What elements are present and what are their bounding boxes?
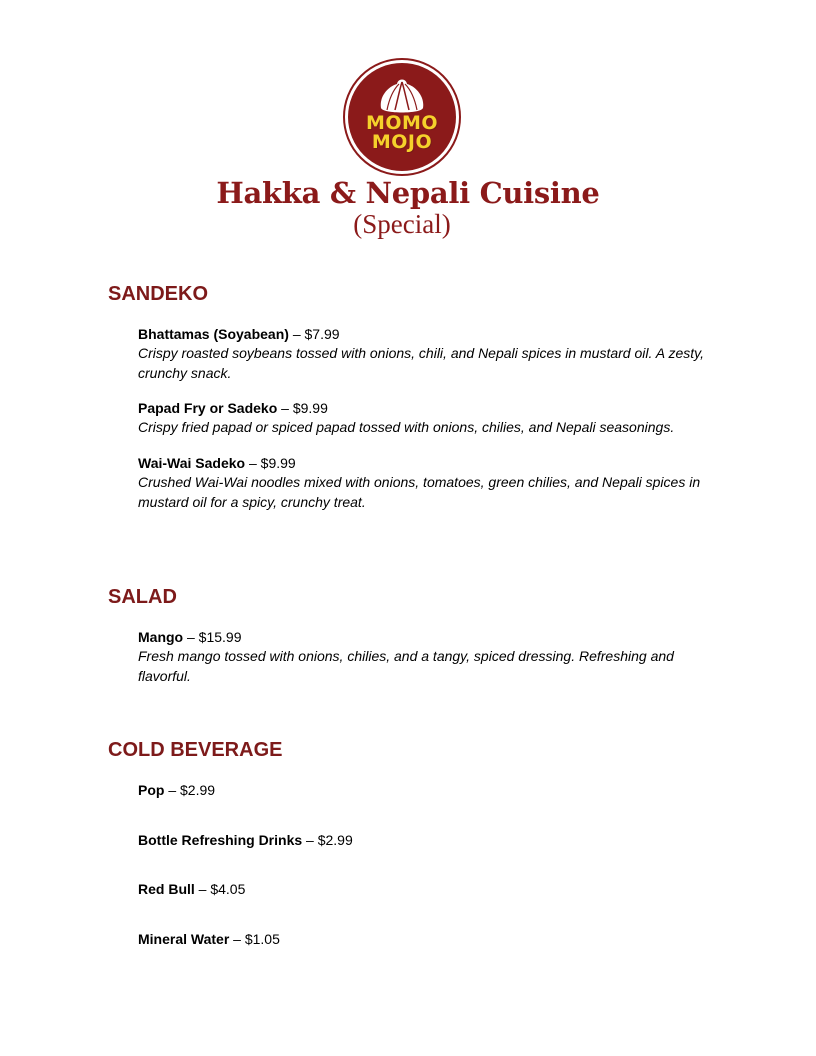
item-price: – $9.99 (281, 400, 328, 416)
section-title-salad: SALAD (108, 586, 177, 608)
menu-item-pop (138, 781, 215, 800)
page-title: Hakka & Nepali Cuisine (216, 176, 600, 210)
item-description: Crushed Wai-Wai noodles mixed with onions, tomatoes, green chilies, and Nepali spices in mustard oil for a spicy, crunchy treat. (138, 474, 701, 510)
item-name: Mineral Water (138, 931, 230, 947)
item-name: Bottle Refreshing Drinks (138, 832, 303, 848)
menu-item-mineral-water (138, 930, 280, 949)
item-name: Red Bull (138, 881, 195, 897)
item-name: Wai-Wai Sadeko (138, 455, 246, 471)
item-description: Crispy roasted soybeans tossed with onions, chili, and Nepali spices in mustard oil. A zesty, crunchy snack. (138, 345, 704, 381)
momo-mojo-logo (343, 58, 461, 176)
item-name: Mango (138, 629, 184, 645)
page-subtitle: (Special) (353, 209, 451, 239)
item-name: Bhattamas (Soyabean) (138, 326, 289, 342)
item-price: – $7.99 (292, 326, 340, 342)
section-title-cold-beverage: COLD BEVERAGE (108, 739, 283, 761)
item-description: Fresh mango tossed with onions, chilies, and a tangy, spiced dressing. Refreshing and flavorful. (138, 648, 674, 684)
item-name: Papad Fry or Sadeko (138, 400, 278, 416)
menu-item-bhattamas (138, 325, 340, 344)
item-price: – $9.99 (248, 455, 296, 471)
menu-item-mango (138, 628, 242, 647)
item-price: – $4.05 (198, 881, 246, 897)
menu-item-bottle-drinks (138, 831, 353, 850)
menu-item-wai-wai-sadeko (138, 454, 296, 473)
item-description: Crispy fried papad or spiced papad tossed with onions, chilies, and Nepali seasonings. (138, 419, 675, 435)
logo-text-momo: MOMO (365, 112, 439, 134)
item-price: – $2.99 (168, 782, 216, 798)
section-title-sandeko: SANDEKO (108, 283, 209, 305)
menu-item-papad-fry (138, 399, 328, 418)
logo-text-mojo: MOJO (371, 131, 433, 153)
item-price: – $1.05 (233, 931, 280, 947)
item-price: – $2.99 (306, 832, 353, 848)
menu-item-red-bull (138, 880, 245, 899)
item-price: – $15.99 (187, 629, 242, 645)
item-name: Pop (138, 782, 165, 798)
